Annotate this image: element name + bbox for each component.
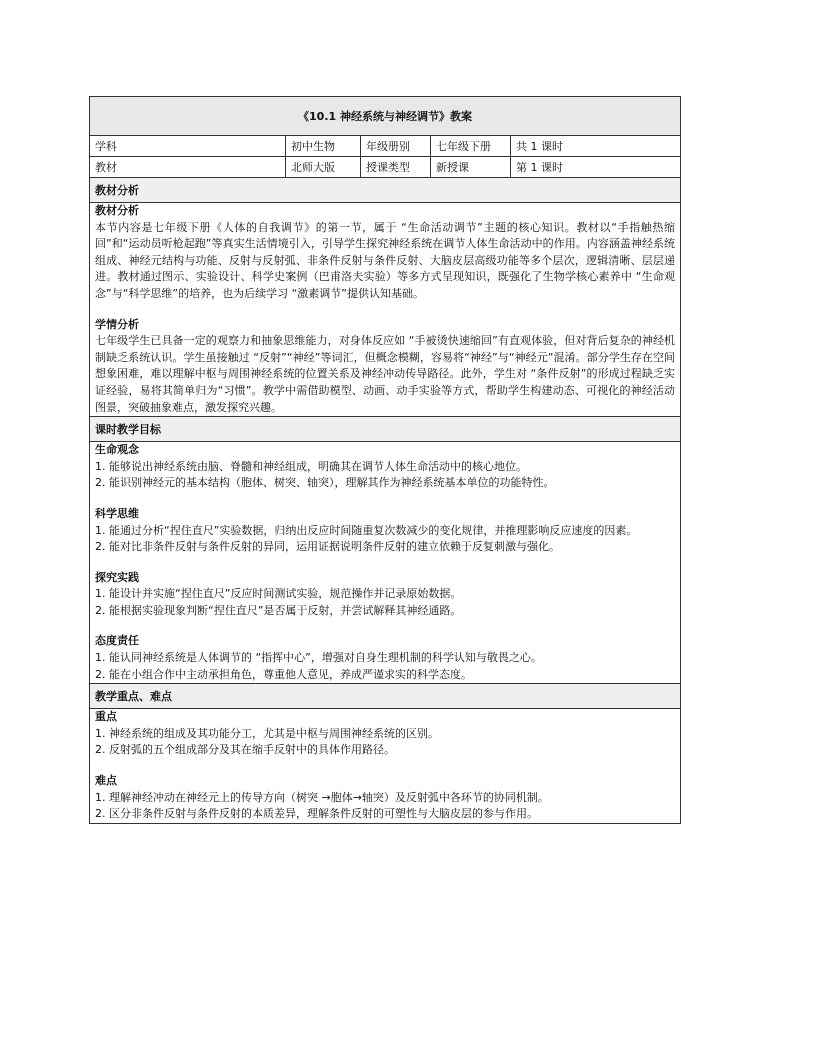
list-item: 1. 能通过分析“捏住直尺”实验数据，归纳出反应时间随重复次数减少的变化规律，并推理影响反应速度的因素。 (95, 523, 638, 537)
block-text: 七年级学生已具备一定的观察力和抽象思维能力，对身体反应如 “手被烫快速缩回”有直观体验，但对背后复杂的神经机制缺乏系统认识。学生虽接触过 “反射”“神经”等词汇，但概念模糊，容易将“神经”与“神经元”混淆。部分学生存在空间想象困难，难以理解中枢与周围神经系统的位置关系及神经冲动传导路径。此外，学生对 “条件反射”的形成过程缺乏实证经验，易将其简单归为“习惯”。教学中需借助模型、动画、动手实验等方式，帮助学生构建动态、可视化的神经活动图景，突破抽象难点，激发探究兴趣。 (95, 334, 676, 414)
group-title: 探究实践 (95, 570, 139, 584)
keypoints-body (90, 709, 681, 824)
document-title: 《10.1 神经系统与神经调节》教案 (90, 97, 681, 136)
textbook-value: 北师大版 (286, 157, 361, 178)
grade-value: 七年级下册 (431, 136, 511, 157)
textbook-label: 教材 (90, 157, 286, 178)
list-item: 1. 理解神经冲动在神经元上的传导方向（树突 →胞体→轴突）及反射弧中各环节的协同机制。 (95, 790, 549, 804)
subject-label: 学科 (90, 136, 286, 157)
list-item: 1. 能设计并实施“捏住直尺”反应时间测试实验，规范操作并记录原始数据。 (95, 587, 462, 601)
group-title: 科学思维 (95, 506, 139, 520)
lesson-number: 第 1 课时 (511, 157, 681, 178)
info-row-1 (90, 136, 681, 157)
subject-value: 初中生物 (286, 136, 361, 157)
group-title: 难点 (95, 774, 117, 788)
block-title: 教材分析 (95, 204, 139, 217)
section-heading-analysis: 教材分析 (90, 178, 681, 203)
list-item: 2. 能根据实验现象判断“捏住直尺”是否属于反射，并尝试解释其神经通路。 (95, 603, 462, 617)
block-text: 本节内容是七年级下册《人体的自我调节》的第一节，属于 “生命活动调节”主题的核心知识。教材以“手指触热缩回”和“运动员听枪起跑”等真实生活情境引入，引导学生探究神经系统在调节人体生命活动中的作用。内容涵盖神经系统组成、神经元结构与功能、反射与反射弧、非条件反射与条件反射、大脑皮层高级功能等多个层次，逻辑清晰、层层递进。教材通过图示、实验设计、科学史案例（巴甫洛夫实验）等多方式呈现知识，既强化了生物学核心素养中 “生命观念”与“科学思维”的培养，也为后续学习 “激素调节”提供认知基础。 (95, 220, 676, 300)
info-row-2 (90, 157, 681, 178)
list-item: 1. 能够说出神经系统由脑、脊髓和神经组成，明确其在调节人体生命活动中的核心地位。 (95, 459, 527, 473)
list-item: 2. 反射弧的五个组成部分及其在缩手反射中的具体作用路径。 (95, 743, 395, 757)
group-title: 态度责任 (95, 634, 139, 648)
lesson-plan-table (89, 96, 681, 824)
lesson-type-label: 授课类型 (361, 157, 431, 178)
list-item: 1. 能认同神经系统是人体调节的 “指挥中心”，增强对自身生理机制的科学认知与敬畏之心。 (95, 651, 542, 665)
analysis-body (90, 203, 681, 417)
total-hours: 共 1 课时 (511, 136, 681, 157)
lesson-plan-page (89, 96, 680, 824)
group-title: 生命观念 (95, 443, 139, 457)
list-item: 2. 能对比非条件反射与条件反射的异同，运用证据说明条件反射的建立依赖于反复刺激与强化。 (95, 540, 560, 554)
lesson-type-value: 新授课 (431, 157, 511, 178)
section-heading-goals: 课时教学目标 (90, 417, 681, 442)
block-title: 学情分析 (95, 317, 139, 331)
list-item: 2. 区分非条件反射与条件反射的本质差异，理解条件反射的可塑性与大脑皮层的参与作用。 (95, 807, 538, 821)
list-item: 2. 能在小组合作中主动承担角色，尊重他人意见，养成严谨求实的科学态度。 (95, 667, 472, 681)
goals-body (90, 442, 681, 684)
list-item: 1. 神经系统的组成及其功能分工，尤其是中枢与周围神经系统的区别。 (95, 726, 439, 740)
grade-label: 年级册别 (361, 136, 431, 157)
section-heading-keypoints: 教学重点、难点 (90, 684, 681, 709)
group-title: 重点 (95, 710, 117, 724)
list-item: 2. 能识别神经元的基本结构（胞体、树突、轴突），理解其作为神经系统基本单位的功能特性。 (95, 476, 555, 490)
